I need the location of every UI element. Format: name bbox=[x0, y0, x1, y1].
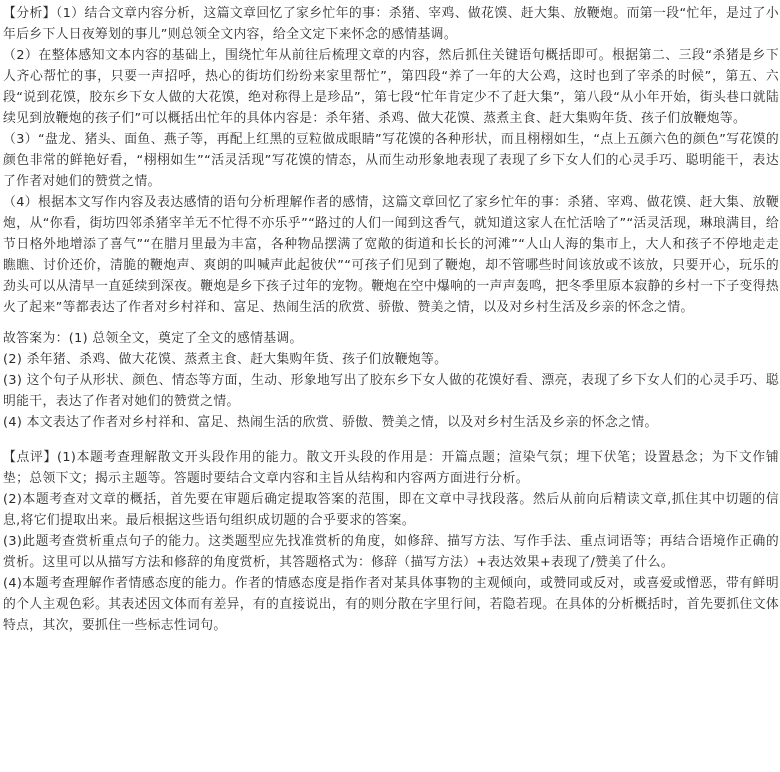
analysis-paragraph-4: （4）根据本文写作内容及表达感情的语句分析理解作者的感情，这篇文章回忆了家乡忙年的事：杀猪、宰鸡、做花馍、赶大集、放鞭炮，从“你看，街坊四邻杀猪宰羊无不忙得不亦乐乎”“路过的人们一闻到这香气，就知道这家人在忙活啥了”“活灵活现，琳琅满目，给节日格外地增添了喜气”“在腊月里最为丰富，各种物品摆满了宽敞的街道和长长的河滩”“人山人海的集市上，大人和孩子不停地走走瞧瞧、讨价还价，清脆的鞭炮声、爽朗的叫喊声此起彼伏”“可孩子们见到了鞭炮，却不管哪些时间该放或不该放，只要开心，玩乐的劲头可以从清早一直延续到深夜。鞭炮是乡下孩子过年的宠物。鞭炮在空中爆响的一声声轰鸣，把冬季里原本寂静的乡村一下子变得热火了起来”等都表达了作者对乡村祥和、富足、热闹生活的欣赏、骄傲、赞美之情，以及对乡村生活及乡亲的怀念之情。 bbox=[3, 195, 779, 315]
comment-paragraph-2: (2)本题考查对文章的概括，首先要在审题后确定提取答案的范围，即在文章中寻找段落。然后从前向后精读文章,抓住其中切题的信息,将它们提取出来。最后根据这些语句组织成切题的合乎要求的答案。 bbox=[3, 492, 779, 528]
answer-item-4: (4) 本文表达了作者对乡村祥和、富足、热闹生活的欣赏、骄傲、赞美之情，以及对乡村生活及乡亲的怀念之情。 bbox=[3, 415, 658, 430]
comment-paragraph-1: 【点评】(1)本题考查理解散文开头段作用的能力。散文开头段的作用是：开篇点题；渲染气氛；埋下伏笔；设置悬念；为下文作铺垫；总领下文；揭示主题等。答题时要结合文章内容和主旨从结构和内容两方面进行分析。 bbox=[3, 450, 779, 486]
answer-item-3: (3) 这个句子从形状、颜色、情态等方面，生动、形象地写出了胶东乡下女人做的花馍好看、漂亮，表现了乡下女人们的心灵手巧、聪明能干，表达了作者对她们的赞赏之情。 bbox=[3, 373, 779, 409]
analysis-paragraph-1: 【分析】（1）结合文章内容分析，这篇文章回忆了家乡忙年的事：杀猪、宰鸡、做花馍、赶大集、放鞭炮。而第一段“忙年，是过了小年后乡下人日夜筹划的事儿”则总领全文内容，给全文定下来怀念的感情基调。 bbox=[3, 6, 779, 42]
comment-paragraph-4: (4)本题考查理解作者情感态度的能力。作者的情感态度是指作者对某具体事物的主观倾向，或赞同或反对，或喜爱或憎恶，带有鲜明的个人主观色彩。其表述因文体而有差异，有的直接说出，有的则分散在字里行间，若隐若现。在具体的分析概括时，首先要抓住文体特点，其次，要抓住一些标志性词句。 bbox=[3, 576, 779, 633]
spacer bbox=[3, 318, 779, 328]
spacer bbox=[3, 433, 779, 447]
analysis-paragraph-2: （2）在整体感知文本内容的基础上，围绕忙年从前往后梳理文章的内容，然后抓住关键语句概括即可。根据第二、三段“杀猪是乡下人齐心帮忙的事，只要一声招呼，热心的街坊们纷纷来家里帮忙”，第四段“养了一年的大公鸡，这时也到了宰杀的时候”，第五、六段“说到花馍，胶东乡下女人做的大花馍，绝对称得上是珍品”，第七段“忙年肯定少不了赶大集”，第八段“从小年开始，街头巷口就陆续见到放鞭炮的孩子们”可以概括出忙年的具体内容是：杀年猪、杀鸡、做大花馍、蒸煮主食、赶大集购年货、孩子们放鞭炮等。 bbox=[3, 48, 779, 126]
analysis-paragraph-3: （3）“盘龙、猪头、面鱼、燕子等，再配上红黑的豆粒做成眼睛”写花馍的各种形状，而且栩栩如生，“点上五颜六色的颜色”写花馍的颜色非常的鲜艳好看，“栩栩如生”“活灵活现”写花馍的情态，从而生动形象地表现了表现了乡下女人们的心灵手巧、聪明能干，表达了作者对她们的赞赏之情。 bbox=[3, 132, 779, 189]
answer-intro: 故答案为：(1) 总领全文，奠定了全文的感情基调。 bbox=[3, 331, 303, 346]
document-page bbox=[0, 3, 779, 636]
comment-paragraph-3: (3)此题考查赏析重点句子的能力。这类题型应先找准赏析的角度，如修辞、描写方法、写作手法、重点词语等；再结合语境作正确的赏析。这里可以从描写方法和修辞的角度赏析，其答题格式为：修辞（描写方法）+表达效果+表现了/赞美了什么。 bbox=[3, 534, 779, 570]
answer-item-2: (2) 杀年猪、杀鸡、做大花馍、蒸煮主食、赶大集购年货、孩子们放鞭炮等。 bbox=[3, 352, 448, 367]
